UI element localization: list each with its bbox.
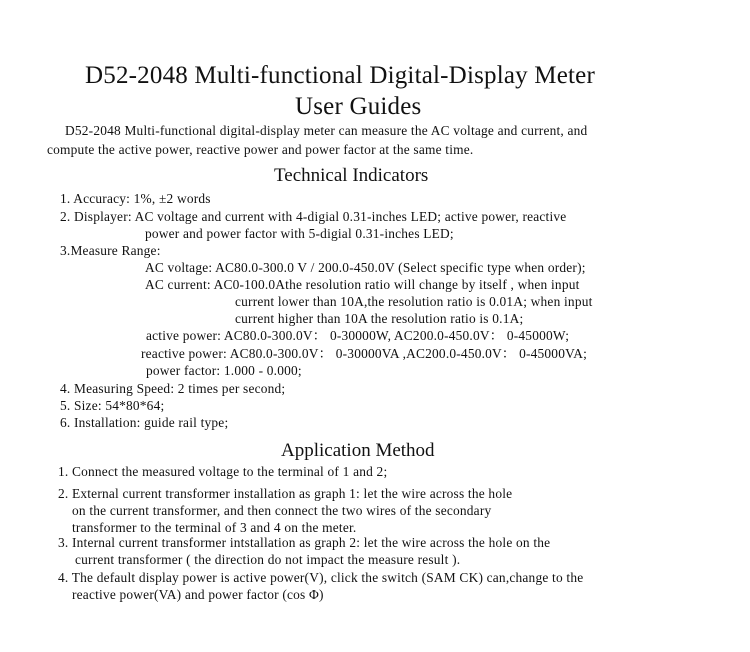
tech-line: reactive power: AC80.0-300.0V： 0-30000VA ,AC200.0-450.0V： 0-45000VA; — [141, 346, 588, 361]
application-heading: Application Method — [281, 440, 435, 461]
tech-line: current lower than 10A,the resolution ratio is 0.01A; when input — [235, 294, 593, 309]
tech-line: power factor: 1.000 - 0.000; — [146, 363, 302, 378]
tech-line: AC voltage: AC80.0-300.0 V / 200.0-450.0V (Select specific type when order); — [145, 260, 586, 275]
app-line: current transformer ( the direction do not impact the measure result ). — [75, 552, 461, 567]
tech-line: current higher than 10A the resolution ratio is 0.1A; — [235, 311, 524, 326]
tech-line: 3.Measure Range: — [60, 243, 161, 258]
intro-line-2: compute the active power, reactive power and power factor at the same time. — [47, 142, 474, 157]
intro-line-1: D52-2048 Multi-functional digital-display meter can measure the AC voltage and current, and — [65, 123, 588, 138]
app-line: 1. Connect the measured voltage to the terminal of 1 and 2; — [58, 464, 388, 479]
tech-line: 1. Accuracy: 1%, ±2 words — [60, 191, 211, 206]
tech-line: AC current: AC0-100.0Athe resolution ratio will change by itself , when input — [145, 277, 580, 292]
app-line: on the current transformer, and then connect the two wires of the secondary — [72, 503, 492, 518]
app-line: reactive power(VA) and power factor (cos Φ) — [72, 587, 324, 602]
tech-line: 2. Displayer: AC voltage and current with 4-digial 0.31-inches LED; active power, reactive — [60, 209, 567, 224]
tech-line: 6. Installation: guide rail type; — [60, 415, 229, 430]
app-line: 4. The default display power is active power(V), click the switch (SAM CK) can,change to the — [58, 570, 584, 585]
app-line: 2. External current transformer installation as graph 1: let the wire across the hole — [58, 486, 513, 501]
tech-line: 4. Measuring Speed: 2 times per second; — [60, 381, 286, 396]
title-line-2: User Guides — [295, 93, 422, 120]
app-line: transformer to the terminal of 3 and 4 on the meter. — [72, 520, 357, 535]
tech-line: active power: AC80.0-300.0V： 0-30000W, AC200.0-450.0V： 0-45000W; — [146, 328, 570, 343]
title-line-1: D52-2048 Multi-functional Digital-Display Meter — [85, 62, 595, 89]
app-line: 3. Internal current transformer intstallation as graph 2: let the wire across the hole on the — [58, 535, 551, 550]
tech-line: 5. Size: 54*80*64; — [60, 398, 165, 413]
tech-line: power and power factor with 5-digial 0.31-inches LED; — [145, 226, 454, 241]
technical-heading: Technical Indicators — [274, 165, 429, 186]
